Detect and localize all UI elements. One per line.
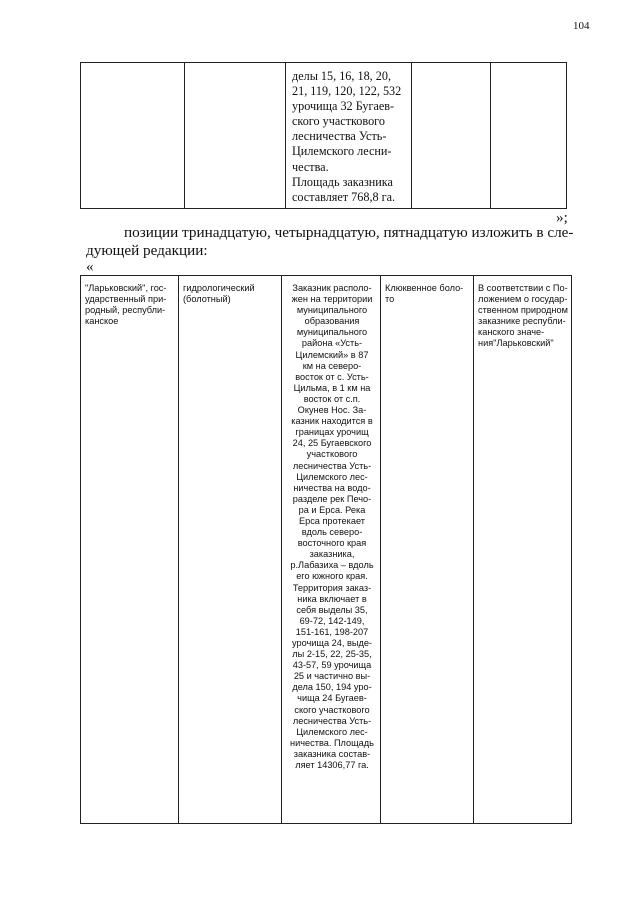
table-reserve-larkovsky bbox=[80, 275, 572, 824]
table-cell bbox=[473, 276, 573, 823]
paragraph-line-2: дующей редакции: bbox=[86, 242, 208, 259]
table-cell bbox=[184, 63, 285, 208]
cell-text-location: Заказник располо- жен на территории муниципального образования муниципального района «Усть- Цилемский» в 87 км на северо- восток от с. Усть- Цильма, в 1 км на восток от с.п. Окунев Нос. За- казник находится в границах урочищ 24, 25 Бугаевского участкового лесничества Усть- Цилемского лес- ничества на водо- разделе рек Печо- ра и Ерса. Река Ерса протекает вдоль северо- восточного края заказника, р.Лабазиха – вдоль его южного края. Территория заказ- ника включает в себя выделы 35, 69-72, 142-149, 151-161, 198-207 урочища 24, выде- лы 2-15, 22, 25-35, 43-57, 59 урочища 25 и частично вы- дела 150, 194 уро- чища 24 Бугаев- ского участкового лесничества Усть- Цилемского лес- ничества. Площадь заказника состав- ляет 14306,77 га. bbox=[290, 283, 374, 771]
paragraph-line-1: позиции тринадцатую, четырнадцатую, пятнадцатую изложить в сле- bbox=[124, 224, 574, 241]
opening-quote: « bbox=[86, 258, 94, 275]
table-cell bbox=[81, 276, 178, 823]
table-cell bbox=[81, 63, 184, 208]
table-cell bbox=[380, 276, 473, 823]
table-continued bbox=[80, 62, 567, 209]
table-cell bbox=[281, 276, 380, 823]
cell-text-regime: В соответствии с По- ложением о государ- ственном природном заказнике республи- канского значе- ния"Ларьковский" bbox=[478, 283, 568, 349]
table-cell bbox=[490, 63, 568, 208]
page-number: 104 bbox=[573, 20, 590, 32]
closing-quote: »; bbox=[556, 209, 568, 226]
table-cell bbox=[285, 63, 411, 208]
cell-text-name: "Ларьковский", гос- ударственный при- родный, республи- канское bbox=[85, 283, 167, 327]
table-cell bbox=[411, 63, 490, 208]
cell-text-profile: гидрологический (болотный) bbox=[183, 283, 255, 305]
cell-text-objects: Клюквенное боло- то bbox=[385, 283, 464, 305]
cell-text: делы 15, 16, 18, 20, 21, 119, 120, 122, 532 урочища 32 Бугаев- ского участкового лесничества Усть- Цилемского лесни- чества. Площадь заказника составляет 768,8 га. bbox=[292, 69, 402, 204]
table-cell bbox=[178, 276, 281, 823]
